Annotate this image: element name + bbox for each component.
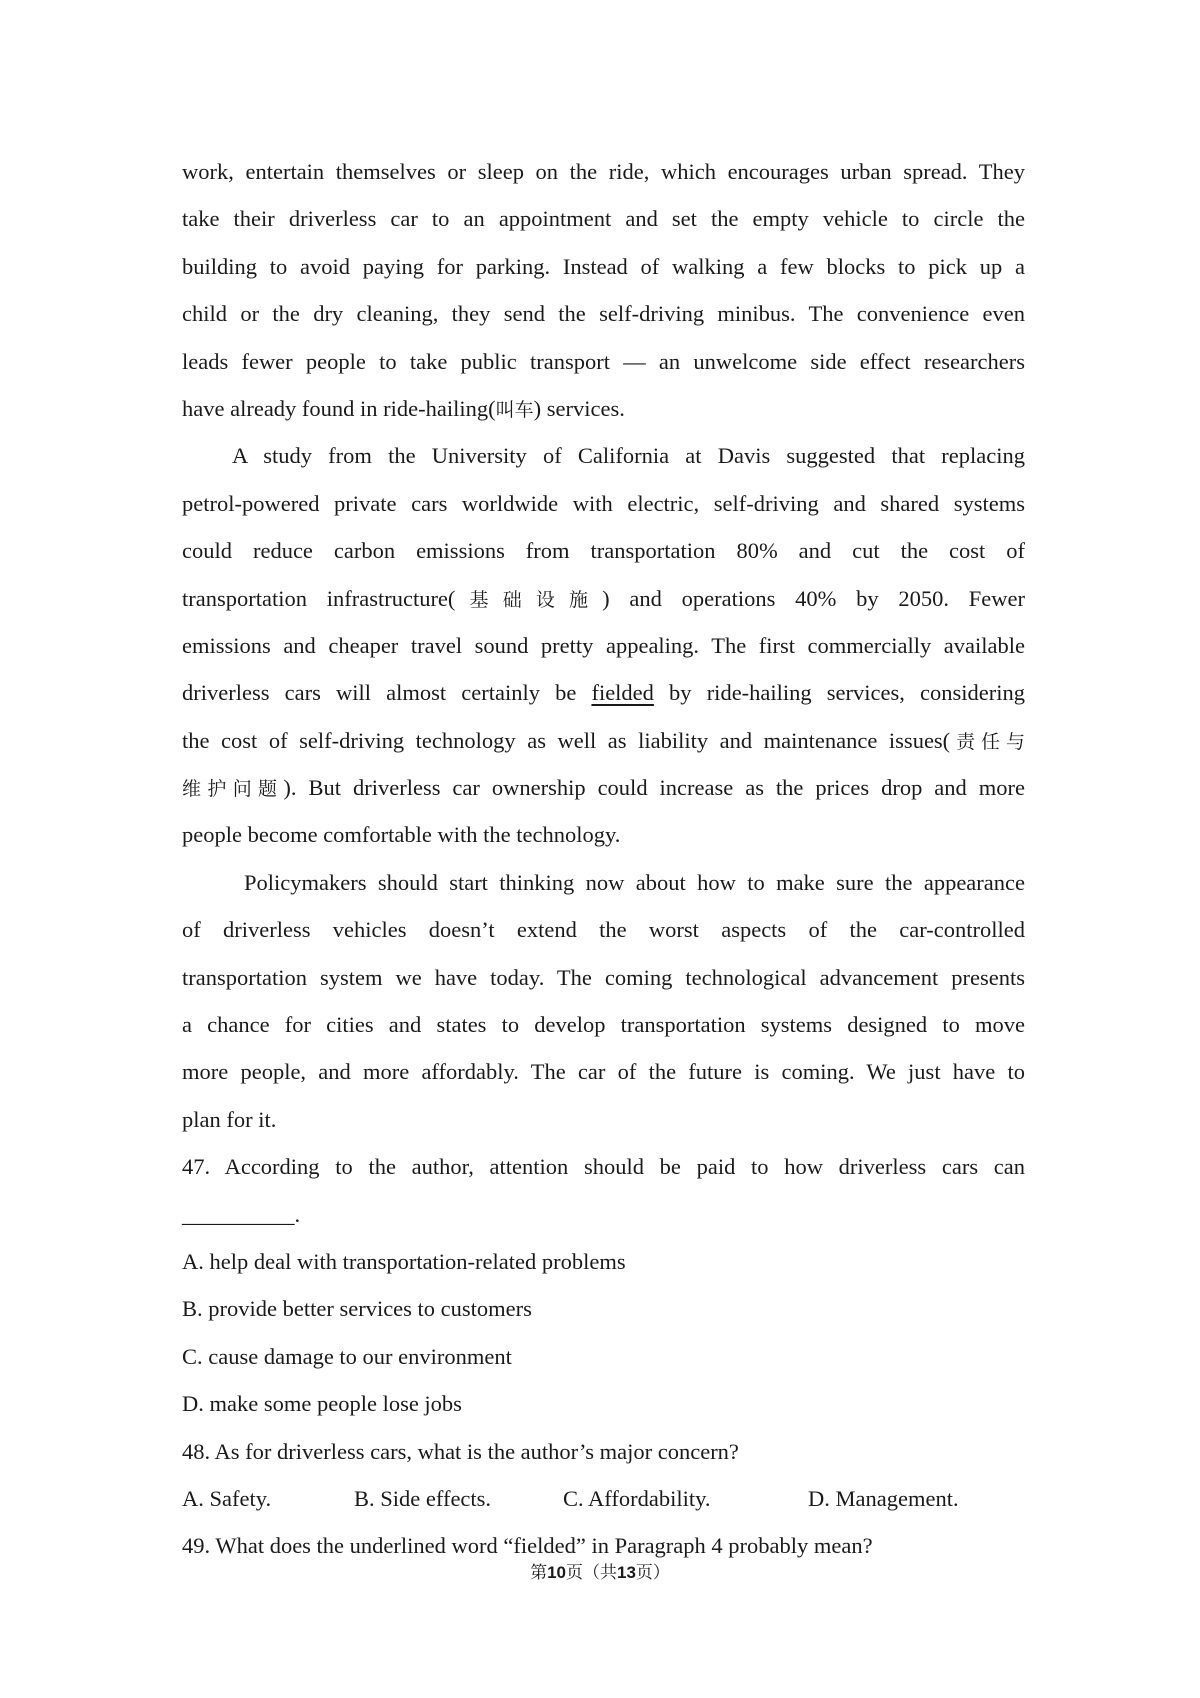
para3-line2: of driverless vehicles doesn’t extend the worst aspects of the car-controlled xyxy=(182,917,1025,943)
para2-line8 xyxy=(182,764,1025,811)
q47-option-d: D. make some people lose jobs xyxy=(182,1391,462,1417)
text-run: transportation infrastructure( xyxy=(182,585,456,611)
q47-blank: __________. xyxy=(182,1201,301,1227)
chinese-gloss: 基础设施 xyxy=(455,588,603,611)
para2-line2: petrol-powered private cars worldwide with electric, self-driving and shared systems xyxy=(182,490,1025,516)
para3-line6: plan for it. xyxy=(182,1106,277,1132)
chinese-gloss: 叫车 xyxy=(495,398,534,421)
para2-line9: people become comfortable with the technology. xyxy=(182,822,621,848)
para1-line5: leads fewer people to take public transport — an unwelcome side effect researchers xyxy=(182,348,1025,374)
page-total: 13 xyxy=(617,1563,636,1582)
q47-option-a: A. help deal with transportation-related problems xyxy=(182,1248,626,1274)
q47-option-c: C. cause damage to our environment xyxy=(182,1343,512,1369)
text-run: driverless cars will almost certainly be xyxy=(182,680,592,706)
para2-line6 xyxy=(182,669,1025,716)
text-run: by ride-hailing services, considering xyxy=(653,680,1025,706)
q47-stem: 47. According to the author, attention should be paid to how driverless cars can xyxy=(182,1154,1025,1180)
q48-option-b: B. Side effects. xyxy=(354,1485,492,1511)
para1-line6 xyxy=(182,385,1025,432)
para1-line2: take their driverless car to an appointment and set the empty vehicle to circle the xyxy=(182,206,1025,232)
q47-option-b: B. provide better services to customers xyxy=(182,1296,532,1322)
para2-line4 xyxy=(182,575,1025,622)
text-run: ) and operations 40% by 2050. Fewer xyxy=(602,585,1025,611)
page-footer xyxy=(0,1558,1200,1583)
q48-stem: 48. As for driverless cars, what is the author’s major concern? xyxy=(182,1438,739,1464)
footer-text: 页（共 xyxy=(566,1563,617,1583)
para3-line3: transportation system we have today. The coming technological advancement presents xyxy=(182,964,1025,990)
text-run: ) services. xyxy=(533,395,625,421)
text-run: the cost of self-driving technology as well as liability and maintenance issues( xyxy=(182,727,951,753)
footer-text: 第 xyxy=(530,1563,548,1583)
page-number: 10 xyxy=(547,1563,566,1582)
chinese-gloss: 维护问题 xyxy=(182,778,284,801)
text-run: have already found in ride-hailing( xyxy=(182,395,496,421)
para2-line3: could reduce carbon emissions from transportation 80% and cut the cost of xyxy=(182,538,1025,564)
footer-text: 页） xyxy=(635,1563,670,1583)
para3-line5: more people, and more affordably. The car of the future is coming. We just have to xyxy=(182,1059,1025,1085)
q49-stem: 49. What does the underlined word “fielded” in Paragraph 4 probably mean? xyxy=(182,1533,873,1559)
text-run: ). But driverless car ownership could increase as the prices drop and more xyxy=(283,775,1025,801)
q48-option-c: C. Affordability. xyxy=(563,1485,711,1511)
para1-line4: child or the dry cleaning, they send the self-driving minibus. The convenience even xyxy=(182,301,1025,327)
chinese-gloss: 责任与 xyxy=(950,730,1025,753)
para1-line1: work, entertain themselves or sleep on the ride, which encourages urban spread. They xyxy=(182,159,1025,184)
para1-line3: building to avoid paying for parking. Instead of walking a few blocks to pick up a xyxy=(182,253,1025,279)
underlined-word-fielded: fielded xyxy=(591,680,654,706)
q48-option-a: A. Safety. xyxy=(182,1485,272,1511)
q48-option-d: D. Management. xyxy=(808,1485,959,1511)
document-page xyxy=(182,148,1025,1570)
para2-line7 xyxy=(182,717,1025,764)
para2-line5: emissions and cheaper travel sound pretty appealing. The first commercially available xyxy=(182,632,1025,658)
para2-line1: A study from the University of California at Davis suggested that replacing xyxy=(232,443,1025,469)
q48-options xyxy=(182,1475,1025,1522)
para3-line4: a chance for cities and states to develop transportation systems designed to move xyxy=(182,1012,1025,1038)
para3-line1: Policymakers should start thinking now about how to make sure the appearance xyxy=(244,869,1025,895)
